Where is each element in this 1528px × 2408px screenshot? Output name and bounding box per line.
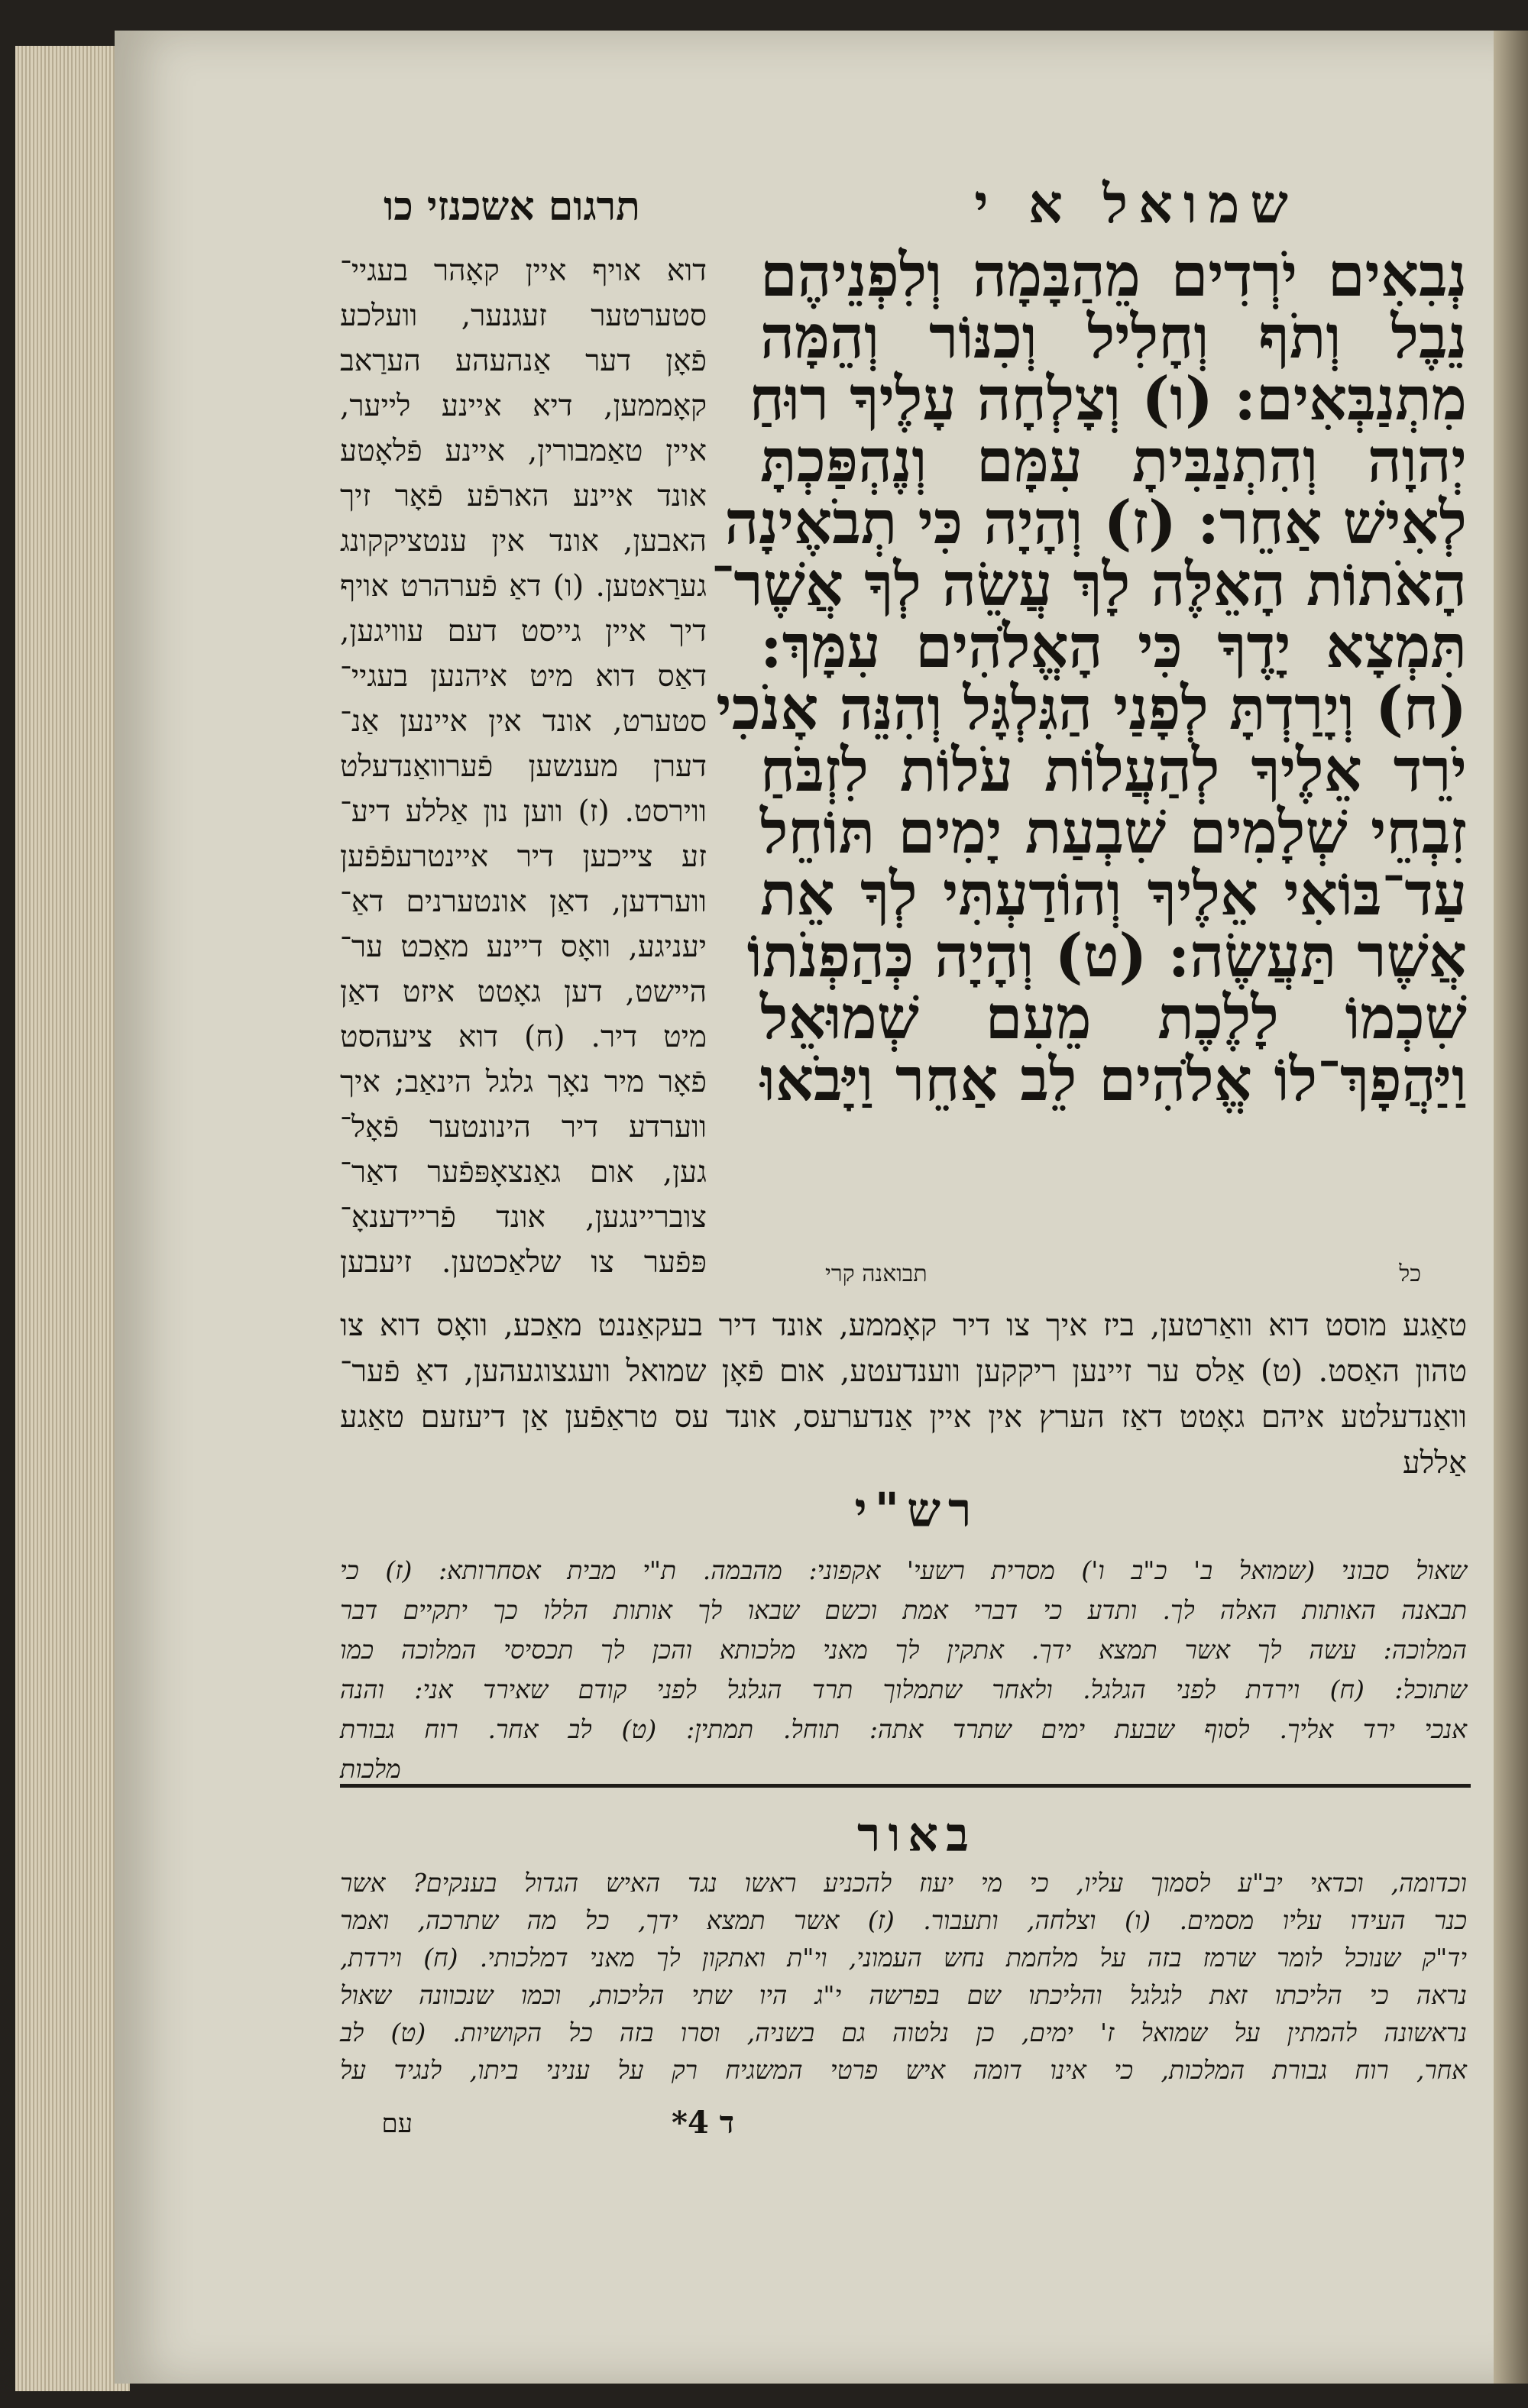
main-hebrew-text: [711, 241, 1467, 1115]
translation-line: סטערט, אונד אין איינען אַנ־: [340, 704, 707, 739]
full-width-line: אַללע: [1402, 1445, 1467, 1481]
running-title: שמואל א י: [974, 172, 1299, 235]
biur-header: באור: [856, 1807, 976, 1863]
rashi-commentary: [340, 1551, 1467, 1789]
biur-line: יד"ק שנוכל לומר שרמז בזה על מלחמת נחש העמוני, וי"ת ואתקון לך מאני דמלכותי. (ח) וירדת,: [340, 1943, 1467, 1973]
translation-column: [340, 248, 707, 1285]
rashi-line: אנכי ירד אליך. לסוף שבעת ימים שתרד אתה: תוחל. תמתין: (ט) לב אחר. רוח גבורת: [340, 1714, 1467, 1744]
main-text-line: יֹרֵד אֵלֶיךָ לְהַעֲלוֹת עֹלוֹת לִזְבֹּחַ: [760, 736, 1467, 805]
translation-line: איין טאַמבורין, איינע פֿלאָטע: [340, 434, 707, 468]
main-text-line: אֲשֶׁר תַּעֲשֶׂה: (ט) וְהָיָה כְּהַפְנֹתוֹ: [746, 921, 1467, 991]
translation-line: סטערטער זעגנער, וועלכע: [340, 299, 707, 333]
rashi-line: שאול סבוני (שמואל ב' כ"ב ו') מסרית רשעי' אקפוני: מהבמה. ת"י מבית אסחרותא: (ז) כי: [340, 1555, 1467, 1585]
main-text-line: יְהוָה וְהִתְנַבִּיתָ עִמָּם וְנֶהְפַּכְתָּ: [760, 426, 1467, 496]
catchword: כל: [1399, 1261, 1421, 1287]
book-page-edges: [15, 46, 130, 2391]
biur-line: כנר העידו עליו מסמים. (ו) וצלחה, ותעבור. (ז) אשר תמצא ידך, כל מה שתרכה, ואמר: [340, 1905, 1467, 1935]
main-text-line: שִׁכְמוֹ לָלֶכֶת מֵעִם שְׁמוּאֵל: [760, 983, 1467, 1053]
translation-header: תרגום אשכנזי כו: [384, 183, 640, 230]
biur-line: נראה כי הליכתו זאת לגלגל והליכתו שם בפרשה י"ג היו שתי הליכות, וכמו שנכוונה שאול: [340, 1980, 1467, 2010]
main-text-line: נְבִאִים יֹרְדִים מֵהַבָּמָה וְלִפְנֵיהֶם: [760, 241, 1467, 310]
translation-line: גען, אום גאַנצאָפּפֿער דאַר־: [340, 1155, 707, 1189]
section-divider: [340, 1784, 1471, 1788]
rashi-line: המלוכה: עשה לך אשר תמצא ידך. אתקין לך מאני מלכותא והכן לך תכסיסי המלוכה כמו: [340, 1635, 1467, 1665]
main-text-line: זִבְחֵי שְׁלָמִים שִׁבְעַת יָמִים תּוֹחֵל: [760, 798, 1467, 867]
signature-mark: ד 4*: [672, 2105, 734, 2141]
translation-line: ווירסט. (ז) ווען נון אַללע דיע־: [340, 795, 707, 829]
translation-line: פּפֿער צו שלאַכטען. זיעבען: [340, 1245, 707, 1280]
translation-line: פֿאָן דער אַנהעהע הערַאב: [340, 344, 707, 378]
translation-line: קאָממען, דיא איינע לייער,: [340, 389, 707, 423]
translation-line: דוא אויף איין קאָהר בעגיי־: [340, 254, 707, 288]
biur-line: נראשונה להמתין על שמואל ז' ימים, כן נלטוה גם בשניה, וסרו בזה כל הקושיות. (ט) לב: [340, 2018, 1467, 2047]
translation-line: אונד איינע הארפֿע פֿאָר זיך: [340, 479, 707, 513]
biur-line: אחר, רוח גבורת המלכות, כי אינו דומה איש פרטי המשגיח רק על עניני ביתו, לנגיד על: [340, 2055, 1467, 2085]
translation-line: יעניגע, וואָס דיינע מאַכט ער־: [340, 930, 707, 964]
translation-line: פֿאָר מיר נאָך גלגל הינאַב; איך: [340, 1065, 707, 1099]
translation-line: דערן מענשען פֿערוואַנדעלט: [340, 749, 707, 784]
rashi-header: רש"י: [854, 1482, 979, 1538]
translation-line: היישט, דען גאָטט איזט דאַן: [340, 975, 707, 1009]
main-text-line: הָאֹתוֹת הָאֵלֶּה לָךְ עֲשֵׂה לְךָ אֲשֶׁר־: [711, 550, 1467, 620]
book-gutter: [1494, 31, 1528, 2384]
translation-line: האבען, אונד אין ענטציקקונג: [340, 524, 707, 558]
translation-line: צובריינגען, אונד פֿריידענאָ־: [340, 1200, 707, 1235]
main-text-line: מִתְנַבְּאִים: (ו) וְצָלְחָה עָלֶיךָ רוּחַ: [749, 364, 1467, 434]
biur-commentary: [340, 1864, 1467, 2089]
full-width-translation: [340, 1303, 1467, 1486]
translation-line: דאַס דוא מיט איהנען בעגיי־: [340, 659, 707, 694]
rashi-line: תבאנה האותות האלה לך. ותדע כי דברי אמת וכשם שבאו לך אותות הללו כך יתקיים דבר: [340, 1595, 1467, 1625]
translation-line: דיך איין גייסט דעם עוויגען,: [340, 614, 707, 649]
main-text-line: נֵבֶל וְתֹף וְחָלִיל וְכִנּוֹר וְהֵמָּה: [760, 303, 1467, 372]
main-text-line: וַיַּהֲפָךְ־לוֹ אֱלֹהִים לֵב אַחֵר וַיָּבֹאוּ: [760, 1045, 1467, 1115]
full-width-line: טהון האַסט. (ט) אַלס ער זיינען ריקקען ווענדעטע, אום פֿאָן שמואל וועגצוגעהען, דאַ פֿער־: [340, 1354, 1467, 1389]
main-text-line: לְאִישׁ אַחֵר: (ז) וְהָיָה כִּי תְבֹאֶינָה: [724, 488, 1467, 558]
rashi-line: שתוכל: (ח) וירדת לפני הגלגל. ולאחר שתמלוך תרד הגלגל לפני קודם שאירד אני: והנה: [340, 1675, 1467, 1704]
biur-line: וכדומה, וכדאי יב"ע לסמוך עליו, כי מי יעוז להכניע ראשו נגד האיש הגדול בענקים? אשר: [340, 1868, 1467, 1898]
translation-line: גערַאטען. (ו) דאַ פֿערהרט אויף: [340, 569, 707, 604]
rashi-catchword: מלכות: [340, 1754, 401, 1784]
main-text-line: (ח) וְיָרַדְתָּ לְפָנַי הַגִּלְגָּל וְהִנֵּה אָנֹכִי: [716, 674, 1467, 743]
main-text-line: עַד־בּוֹאִי אֵלֶיךָ וְהוֹדַעְתִּי לְךָ אֵת: [760, 859, 1467, 929]
translation-line: זע צייכען דיר איינטרעפֿפֿען: [340, 840, 707, 874]
ketiv-kere-note: תבואנה קרי: [825, 1261, 927, 1287]
main-text-line: תִּמְצָא יָדֶךָ כִּי הָאֱלֹהִים עִמָּךְ:: [760, 612, 1467, 681]
footer-catchword: עם: [381, 2109, 413, 2139]
full-width-line: טאַגע מוסט דוא וואַרטען, ביז איך צו דיר קאָממע, אונד דיר בעקאַננט מאַכע, וואָס דוא צו: [340, 1308, 1467, 1343]
full-width-line: וואַנדעלטע איהם גאָטט דאַז הערץ אין איין אַנדערעס, אונד עס טראַפֿען אַן דיעזעם טאַגע: [340, 1400, 1467, 1435]
translation-line: ווערדע דיר הינונטער פֿאָל־: [340, 1110, 707, 1144]
translation-line: ווערדען, דאַן אונטערנים דאַ־: [340, 885, 707, 919]
translation-line: מיט דיר. (ח) דוא ציעהסט: [340, 1020, 707, 1054]
